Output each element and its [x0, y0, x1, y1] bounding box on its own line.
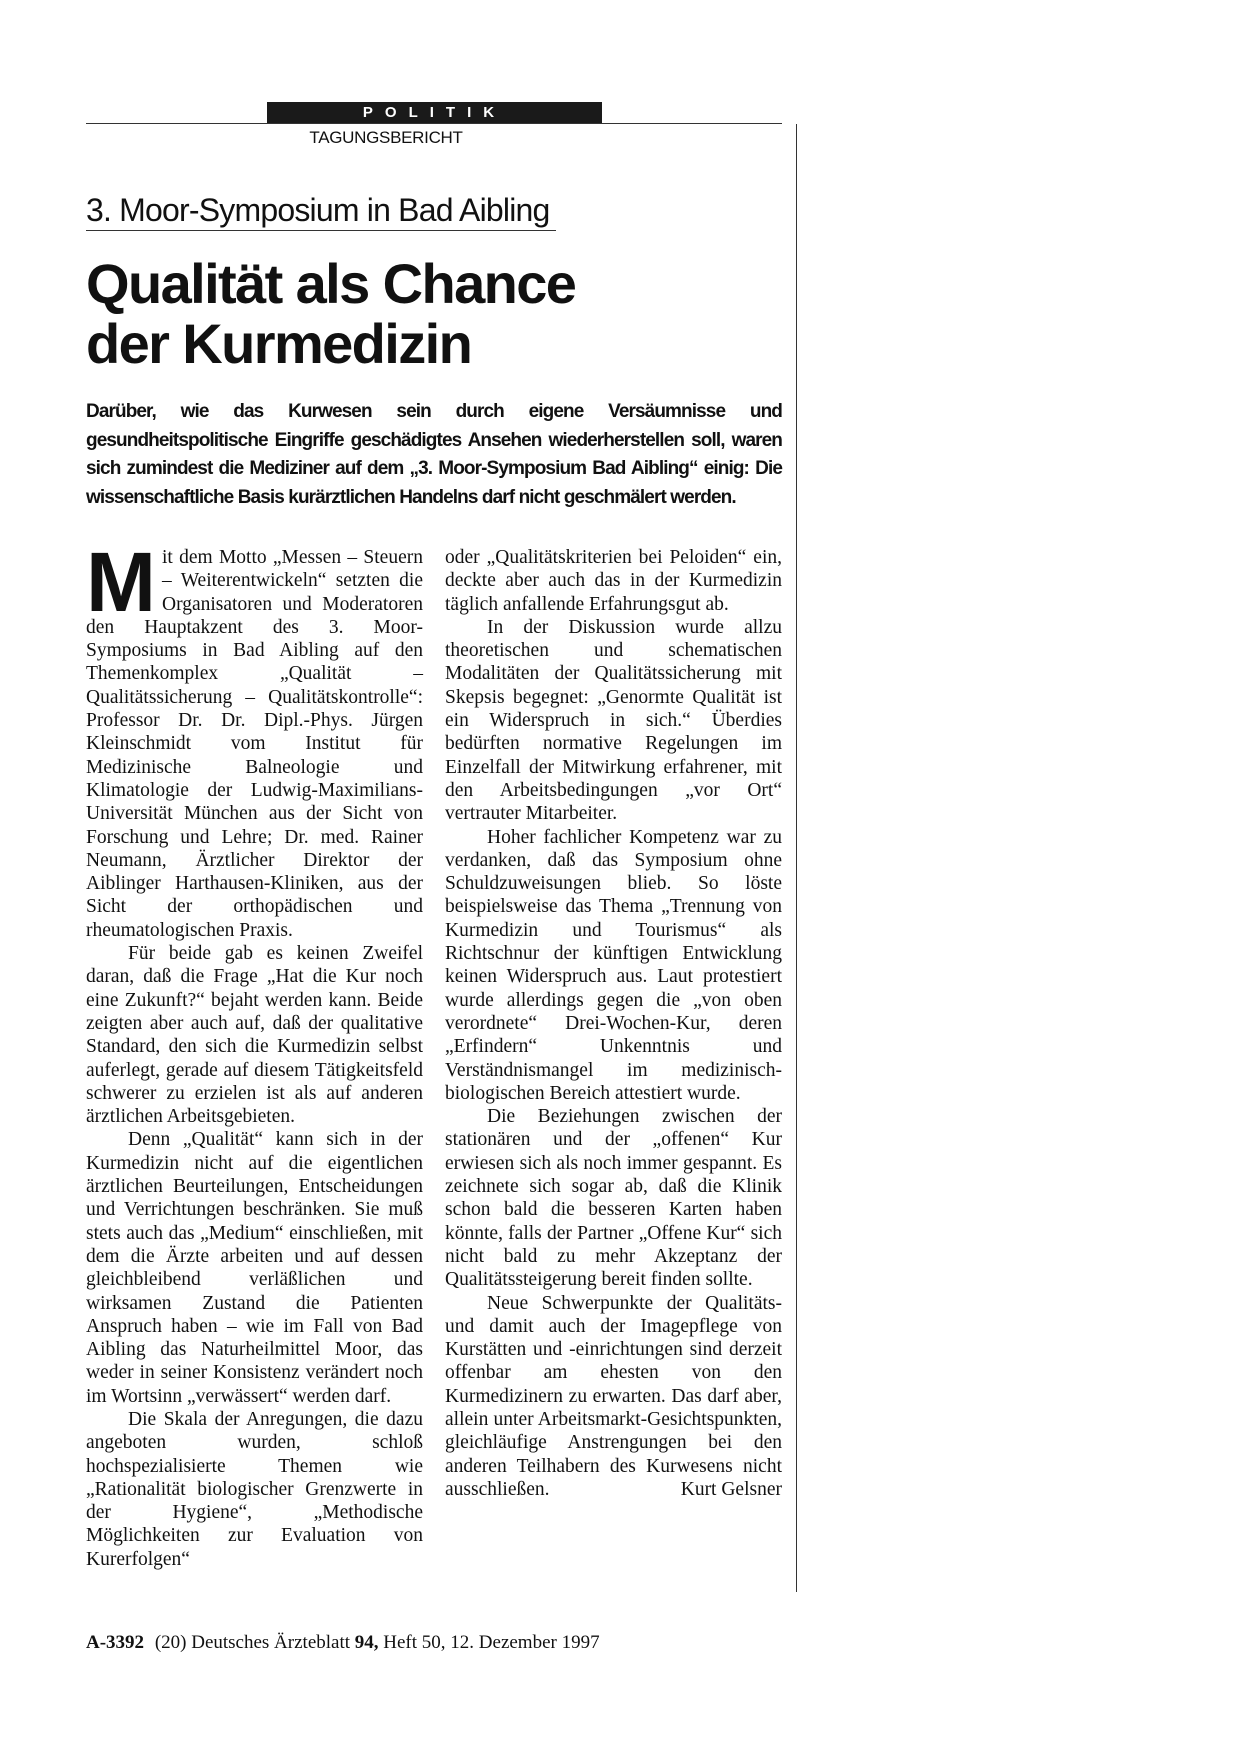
volume-number: 94,: [354, 1632, 379, 1653]
body-paragraph: Die Beziehungen zwischen der stationären und der „offenen“ Kur erwiesen sich als noch immer gespannt. Es zeichnete sich sogar ab, daß die Klinik schon bald die besseren Karten haben könnte, falls der Partner „Offene Kur“ sich nicht bald zu mehr Akzeptanz der Qualitätssteigerung bereit finden sollte.: [445, 1106, 782, 1291]
section-label: TAGUNGSBERICHT: [309, 128, 463, 147]
body-paragraph: In der Diskussion wurde allzu theoretischen und schematischen Modalitäten der Qualitätssicherung mit Skepsis begegnet: „Genormte Qualität ist ein Widerspruch in sich.“ Überdies bedürften normative Regelungen im Einzelfall der Mitwirkung erfahrener, mit den Arbeitsbedingungen „vor Ort“ vertrauter Mitarbeiter.: [445, 616, 782, 825]
paragraph-text: Neue Schwerpunkte der Qualitäts- und damit auch der Imagepflege von Kurstätten und -einrichtungen sind derzeit offenbar am ehesten von den Kurmedizinern zu erwarten. Das darf aber, allein unter Arbeitsmarkt-Gesichtspunkten, gleichläufige Anstrengungen bei den anderen Teilhabern des Kurwesens nicht ausschließen.: [445, 1292, 782, 1500]
article-lead: Darüber, wie das Kurwesen sein durch eigene Versäumnisse und gesundheitspolitische Eingriffe geschädigtes Ansehen wiederherstellen soll, waren sich zumindest die Mediziner auf dem „3. Moor-Symposium Bad Aibling“ einig: Die wissenschaftliche Basis kurärztlichen Handelns darf nicht geschmälert werden.: [86, 401, 782, 508]
body-paragraph: Denn „Qualität“ kann sich in der Kurmedizin nicht auf die eigentlichen ärztlichen Beurteilungen, Entscheidungen und Verrichtungen beschränken. Sie muß stets auch das „Medium“ einschließen, mit dem die Ärzte arbeiten und auf dessen gleichbleibend verläßlichen und wirksamen Zustand die Patienten Anspruch haben – wie im Fall von Bad Aibling das Naturheilmittel Moor, das weder in seiner Konsistenz verändert noch im Wortsinn „verwässert“ werden darf.: [86, 1129, 423, 1407]
issue-date: Heft 50, 12. Dezember 1997: [383, 1632, 600, 1653]
body-column-right: [445, 546, 782, 1501]
header-rule: [86, 123, 782, 124]
page-id: A-3392: [86, 1632, 145, 1653]
headline-line-1: Qualität als Chance: [86, 252, 576, 315]
body-paragraph: Für beide gab es keinen Zweifel daran, daß die Frage „Hat die Kur noch eine Zukunft?“ bejaht werden kann. Beide zeigten aber auch auf, daß der qualitative Standard, den sich die Kurmedizin selbst auferlegt, gerade auf diesem Tätigkeitsfeld schwerer zu erzielen ist als auf anderen ärztlichen Arbeitsgebieten.: [86, 943, 423, 1128]
headline-line-2: der Kurmedizin: [86, 312, 472, 375]
page-footer: [86, 1632, 600, 1654]
body-paragraph: [445, 1292, 782, 1502]
body-column-left: [86, 535, 423, 1571]
body-paragraph: Hoher fachlicher Kompetenz war zu verdanken, daß das Symposium ohne Schuldzuweisungen blieb. So löste beispielsweise das Thema „Trennung von Kurmedizin und Tourismus“ als Richtschnur der künftigen Entwicklung keinen Widerspruch aus. Laut protestiert wurde allerdings gegen die „von oben verordnete“ Drei-Wochen-Kur, deren „Erfindern“ Unkenntnis und Verständnismangel im medizinisch-biologischen Bereich attestiert wurde.: [445, 826, 782, 1104]
article-headline: [86, 254, 786, 374]
kicker-underline: [86, 230, 556, 231]
drop-cap: M: [86, 535, 156, 629]
page-number: (20): [154, 1632, 187, 1653]
body-paragraph: oder „Qualitätskriterien bei Peloiden“ ein, deckte aber auch das in der Kurmedizin täglich anfallende Erfahrungsgut ab.: [445, 547, 782, 615]
article-kicker: 3. Moor-Symposium in Bad Aibling: [86, 192, 550, 228]
body-paragraph: Die Skala der Anregungen, die dazu angeboten wurden, schloß hochspezialisierte Themen wie „Rationalität biologischer Grenzwerte in der Hygiene“, „Methodische Möglichkeiten zur Evaluation von Kurerfolgen“: [86, 1408, 423, 1570]
author-name: Kurt Gelsner: [680, 1478, 782, 1500]
body-paragraph: [86, 535, 423, 942]
column-rule: [796, 124, 797, 1592]
paragraph-text: it dem Motto „Messen – Steuern – Weiterentwickeln“ setzten die Organisatoren und Moderatoren den Hauptakzent des 3. Moor-Symposiums in Bad Aibling auf den Themenkomplex „Qualität – Qualitätssicherung – Qualitätskontrolle“: Professor Dr. Dr. Dipl.-Phys. Jürgen Kleinschmidt vom Institut für Medizinische Balneologie und Klimatologie der Ludwig-Maximilians-Universität München aus der Sicht von Forschung und Lehre; Dr. med. Rainer Neumann, Ärztlicher Direktor der Aiblinger Harthausen-Kliniken, aus der Sicht der orthopädischen und rheumatologischen Praxis.: [86, 547, 423, 941]
rubric-bar: POLITIK: [267, 102, 602, 123]
journal-name: Deutsches Ärzteblatt: [191, 1632, 351, 1653]
